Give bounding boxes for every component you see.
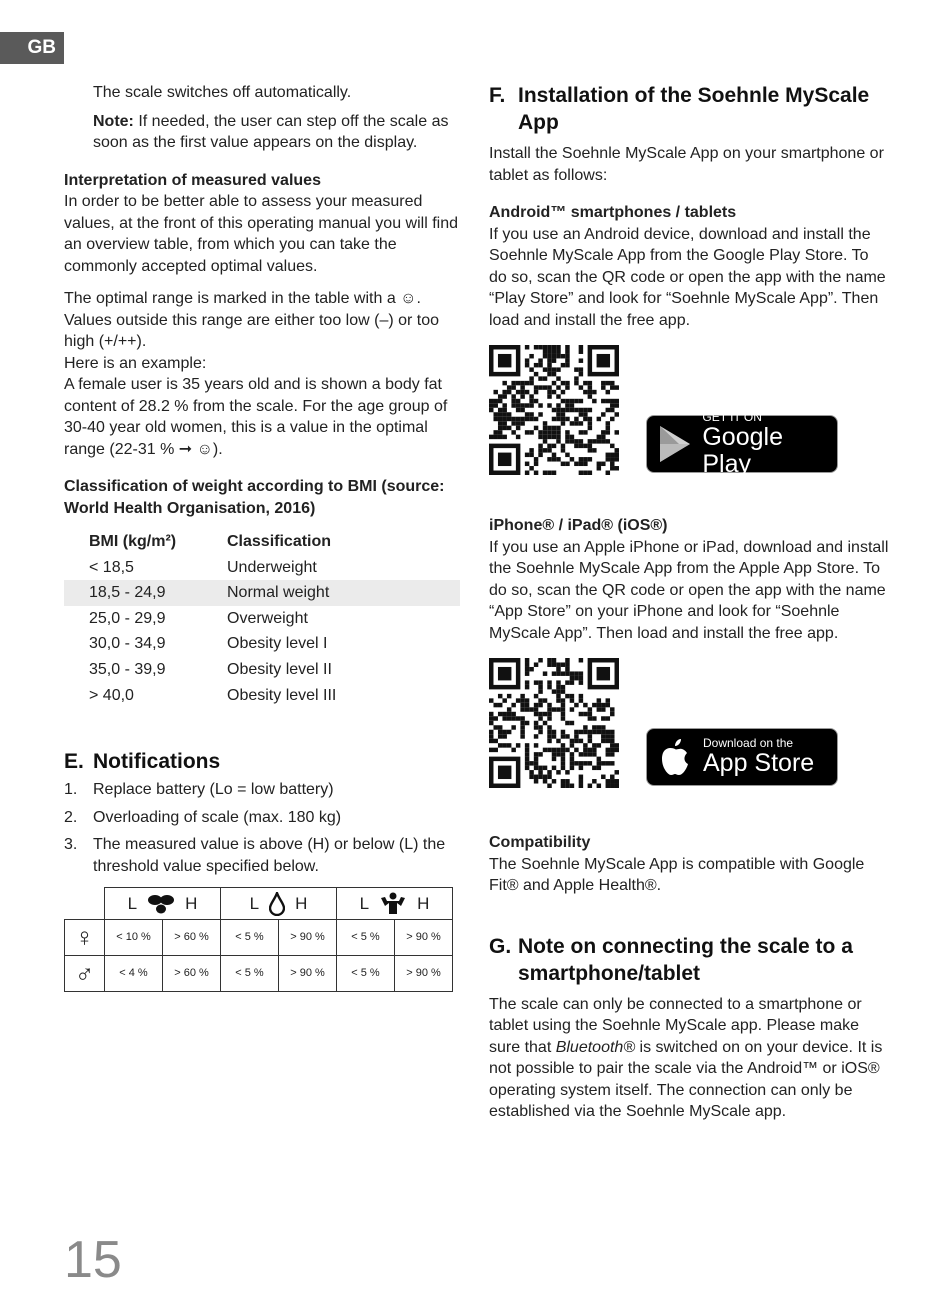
section-heading: Notifications xyxy=(93,750,221,774)
muscle-icon xyxy=(379,892,407,916)
app-store-label: App Store xyxy=(703,749,815,777)
bmi-class: Overweight xyxy=(227,609,308,627)
optimal-text: The optimal range is marked in the table with a ☺. Values outside this range are either too low (–) or too high (+/++). xyxy=(64,290,440,350)
compat-heading: Compatibility xyxy=(489,834,591,851)
muscle-header xyxy=(337,888,453,920)
table-row xyxy=(64,657,460,683)
auto-off-text: The scale switches off automatically. xyxy=(93,84,352,101)
classification-col-header: Classification xyxy=(227,533,332,551)
app-store-small-label: Download on the xyxy=(703,736,794,750)
apple-icon xyxy=(647,729,703,785)
g-text-part: The scale can only be connected to a smartphone or tablet using the Soehnle MyScale app. Please make sure that xyxy=(489,995,862,1056)
android-text: If you use an Android device, download and install the Soehnle MyScale App from the Google Play Store. To do so, scan the QR code or open the app with the name “Play Store” and look for “Soehnle MyScale App”. Then load and install the free app. xyxy=(489,225,886,329)
threshold-cell: < 5 % xyxy=(337,920,395,956)
threshold-table xyxy=(64,887,453,992)
bmi-value: 30,0 - 34,9 xyxy=(89,635,166,653)
threshold-cell: > 90 % xyxy=(279,956,337,992)
high-label: H xyxy=(185,893,198,913)
male-icon: ♂ xyxy=(65,956,105,992)
app-store-button[interactable] xyxy=(646,728,838,786)
water-header xyxy=(221,888,337,920)
section-heading: Note on connecting the scale to a smartphone/tablet xyxy=(518,934,853,985)
f-intro: Install the Soehnle MyScale App on your smartphone or tablet as follows: xyxy=(489,145,884,184)
ios-text: If you use an Apple iPhone or iPad, download and install the Soehnle MyScale App from the Apple App Store. To do so, scan the QR code or open the app with the name “App Store” on your iPhone and look for “Soehnle MyScale App”. Then load and install the free app. xyxy=(489,538,889,642)
fat-header xyxy=(105,888,221,920)
google-play-small-label: GET IT ON xyxy=(702,409,762,424)
note-text: If needed, the user can step off the scale as soon as the first value appears on the display. xyxy=(93,112,449,151)
threshold-cell: < 10 % xyxy=(105,920,163,956)
threshold-cell: < 5 % xyxy=(221,956,279,992)
bmi-class: Obesity level III xyxy=(227,686,337,704)
low-label: L xyxy=(127,893,138,913)
low-label: L xyxy=(249,893,260,913)
table-row xyxy=(64,606,460,632)
table-row xyxy=(64,555,460,581)
table-row xyxy=(64,631,460,657)
page-number: 15 xyxy=(64,1231,122,1289)
note-label: Note: xyxy=(93,112,134,130)
list-number: 1. xyxy=(64,781,78,799)
google-play-icon xyxy=(647,416,702,472)
section-e-title xyxy=(64,748,460,775)
example-text: A female user is 35 years old and is shown a body fat content of 28.2 % from the scale. For the age group of 30-40 year old women, this is a value in the optimal range (22-31 % ➞ ☺). xyxy=(64,376,448,458)
bmi-value: 18,5 - 24,9 xyxy=(64,580,227,606)
interp-heading: Interpretation of measured values xyxy=(64,171,321,189)
left-column xyxy=(64,82,460,992)
g-text-part: is switched on on your device. It is not possible to pair the scale via the Android™ or iOS® operating system itself. The connection can only be established via the Soehnle MyScale app. xyxy=(489,1038,883,1120)
threshold-cell: > 90 % xyxy=(279,920,337,956)
high-label: H xyxy=(295,893,308,913)
threshold-cell: > 60 % xyxy=(163,920,221,956)
blank-cell xyxy=(65,888,105,920)
qr-code-icon[interactable] xyxy=(489,345,619,475)
section-heading: Installation of the Soehnle MyScale App xyxy=(518,84,870,134)
bmi-class: Underweight xyxy=(227,558,317,576)
table-row xyxy=(64,683,460,709)
google-play-button[interactable] xyxy=(646,409,838,478)
bmi-value: < 18,5 xyxy=(89,558,134,576)
list-text: Overloading of scale (max. 180 kg) xyxy=(93,808,342,826)
list-number: 3. xyxy=(64,836,78,854)
bluetooth-term: Bluetooth® xyxy=(555,1038,636,1056)
ios-download-row xyxy=(489,658,889,790)
bmi-class: Obesity level I xyxy=(227,635,328,653)
list-item xyxy=(64,807,460,829)
android-heading: Android™ smartphones / tablets xyxy=(489,204,737,221)
bmi-table xyxy=(64,529,460,708)
interp-text: In order to be better able to assess your measured values, at the front of this operating manual you will find an overview table, from which you can take the commonly accepted optimal values. xyxy=(64,193,458,275)
section-letter: G. xyxy=(489,934,512,958)
threshold-cell: > 90 % xyxy=(395,956,453,992)
android-download-row xyxy=(489,345,889,477)
language-tab: GB xyxy=(0,32,64,64)
bmi-class: Obesity level II xyxy=(227,661,332,679)
high-label: H xyxy=(417,893,430,913)
note-paragraph xyxy=(64,111,460,154)
section-letter: F. xyxy=(489,84,506,107)
threshold-cell: > 60 % xyxy=(163,956,221,992)
male-row xyxy=(65,956,453,992)
list-text: Replace battery (Lo = low battery) xyxy=(93,781,334,799)
threshold-header-row xyxy=(65,888,453,920)
google-play-label: Google Play xyxy=(702,422,783,478)
low-label: L xyxy=(359,893,370,913)
bmi-value: 25,0 - 29,9 xyxy=(89,609,166,627)
qr-code-icon[interactable] xyxy=(489,658,619,788)
female-row xyxy=(65,920,453,956)
bmi-class: Normal weight xyxy=(227,580,460,606)
section-f-title xyxy=(489,82,889,136)
bmi-col-header: BMI (kg/m²) xyxy=(89,533,177,551)
threshold-cell: < 4 % xyxy=(105,956,163,992)
water-icon xyxy=(269,892,285,916)
bmi-value: 35,0 - 39,9 xyxy=(89,661,166,679)
bmi-table-header xyxy=(64,529,460,555)
section-g-title xyxy=(489,933,889,987)
g-text xyxy=(489,994,889,1123)
list-item xyxy=(64,834,460,877)
ios-heading: iPhone® / iPad® (iOS®) xyxy=(489,517,668,534)
right-column xyxy=(489,82,889,1123)
bmi-value: > 40,0 xyxy=(89,686,134,704)
list-number: 2. xyxy=(64,808,78,826)
example-intro: Here is an example: xyxy=(64,354,207,372)
compat-text: The Soehnle MyScale App is compatible with Google Fit® and Apple Health®. xyxy=(489,855,865,894)
section-letter: E. xyxy=(64,750,84,774)
threshold-cell: < 5 % xyxy=(221,920,279,956)
fat-icon xyxy=(147,894,175,914)
list-text: The measured value is above (H) or below (L) the threshold value specified below. xyxy=(93,836,446,875)
bmi-heading: Classification of weight according to BMI (source: World Health Organisation, 2016) xyxy=(64,478,445,517)
threshold-cell: > 90 % xyxy=(395,920,453,956)
notifications-list xyxy=(64,779,460,877)
female-icon: ♀ xyxy=(65,920,105,956)
threshold-cell: < 5 % xyxy=(337,956,395,992)
list-item xyxy=(64,779,460,801)
table-row-highlighted xyxy=(64,580,460,606)
